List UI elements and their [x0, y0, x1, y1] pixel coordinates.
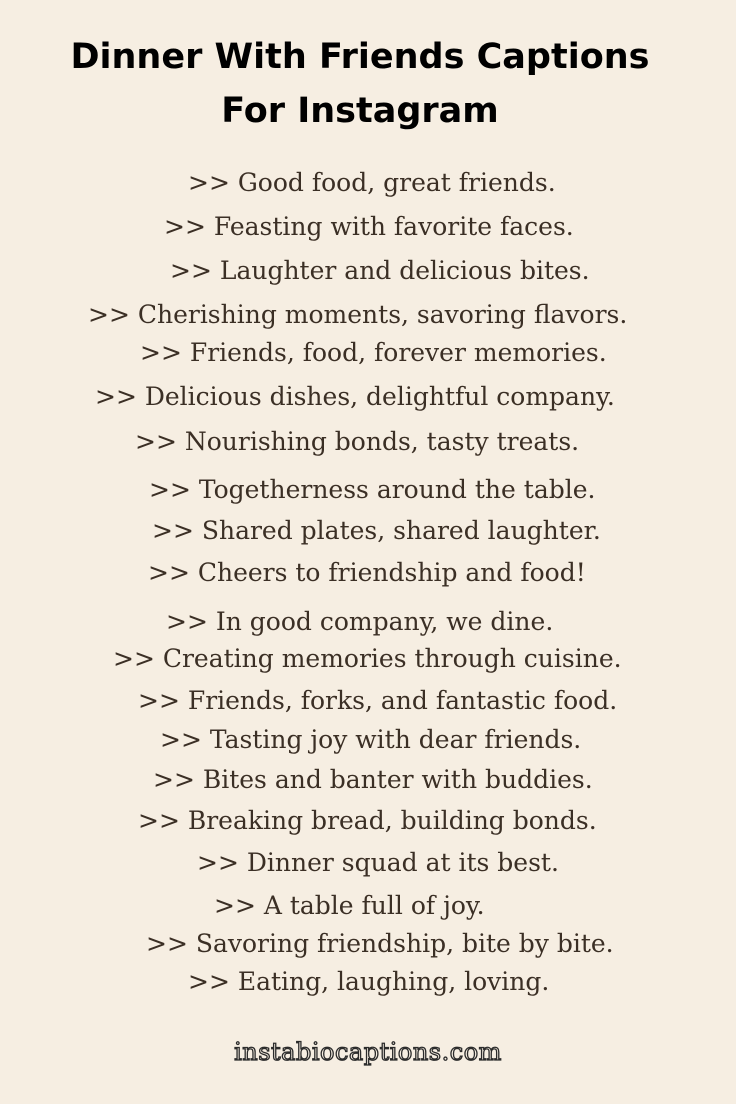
- caption-item: >> Eating, laughing, loving.: [188, 967, 550, 996]
- caption-item: >> Friends, food, forever memories.: [140, 338, 607, 367]
- caption-item: >> Cherishing moments, savoring flavors.: [88, 300, 628, 329]
- caption-item: >> Delicious dishes, delightful company.: [95, 382, 615, 411]
- caption-item: >> Cheers to friendship and food!: [148, 558, 586, 587]
- caption-item: >> Tasting joy with dear friends.: [160, 725, 582, 754]
- caption-item: >> Shared plates, shared laughter.: [152, 516, 601, 545]
- caption-item: >> Breaking bread, building bonds.: [138, 806, 597, 835]
- caption-item: >> Togetherness around the table.: [149, 475, 596, 504]
- caption-item: >> In good company, we dine.: [166, 607, 554, 636]
- page-title: [0, 30, 720, 138]
- caption-item: >> Nourishing bonds, tasty treats.: [135, 427, 580, 456]
- caption-item: >> Creating memories through cuisine.: [113, 644, 622, 673]
- caption-item: >> Friends, forks, and fantastic food.: [138, 686, 618, 715]
- title-line-1: Dinner With Friends Captions: [70, 37, 650, 77]
- caption-item: >> Dinner squad at its best.: [197, 848, 559, 877]
- caption-item: >> Savoring friendship, bite by bite.: [146, 929, 614, 958]
- website-watermark: instabiocaptions.com: [234, 1038, 502, 1066]
- caption-item: >> Feasting with favorite faces.: [164, 212, 574, 241]
- caption-item: >> Laughter and delicious bites.: [170, 256, 590, 285]
- title-line-2: For Instagram: [221, 91, 499, 131]
- caption-item: >> A table full of joy.: [214, 891, 485, 920]
- caption-item: >> Bites and banter with buddies.: [153, 765, 593, 794]
- caption-item: >> Good food, great friends.: [188, 168, 556, 197]
